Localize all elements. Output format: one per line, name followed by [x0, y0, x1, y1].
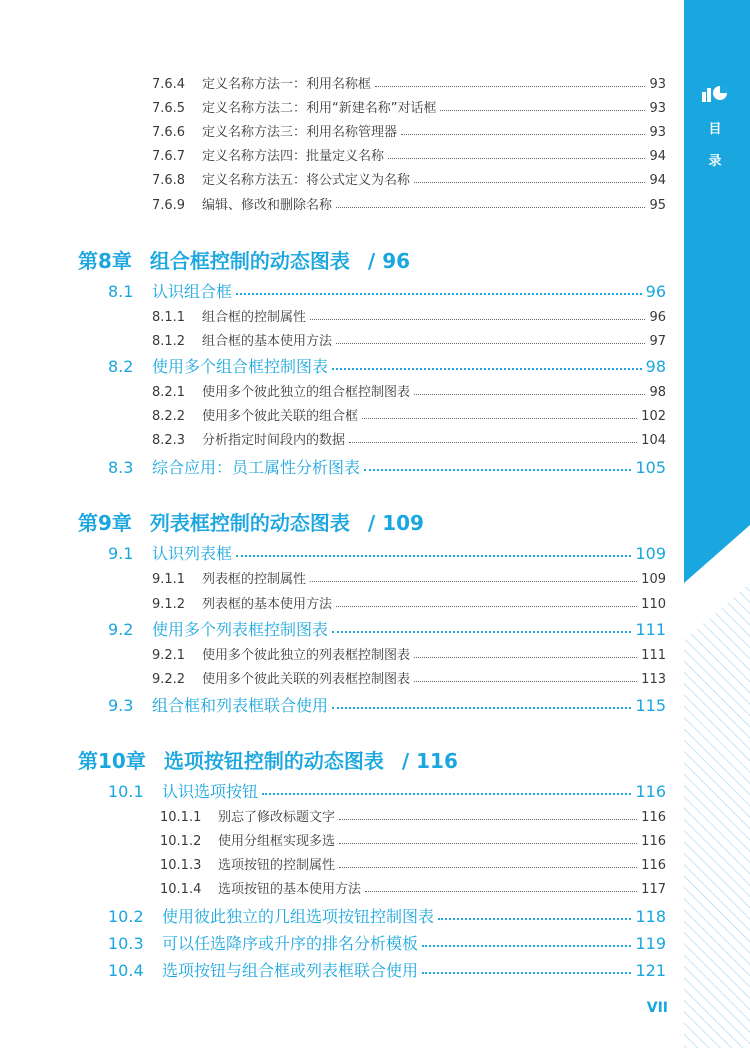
- chapter-heading[interactable]: [78, 507, 424, 537]
- entry-number: 7.6.7: [152, 149, 186, 164]
- entry-number: 9.1.2: [152, 597, 186, 612]
- leader-dots: [375, 86, 645, 87]
- chapter-heading[interactable]: [78, 245, 410, 275]
- toc-entry[interactable]: [160, 806, 666, 828]
- entry-number: 9.2.1: [152, 648, 186, 663]
- section-title: 认识列表框: [152, 544, 233, 563]
- leader-dots: [310, 319, 645, 320]
- section-title: 可以任选降序或升序的排名分析模板: [162, 934, 419, 953]
- entry-page: 97: [649, 334, 666, 349]
- section-number: 9.3: [108, 696, 134, 715]
- entry-title: 列表框的基本使用方法: [202, 597, 333, 612]
- leader-dots: [422, 972, 631, 974]
- section-page: 98: [645, 357, 666, 376]
- leader-dots: [422, 945, 631, 947]
- entry-number: 7.6.6: [152, 125, 186, 140]
- entry-title: 组合框的基本使用方法: [202, 334, 333, 349]
- toc-entry[interactable]: [152, 194, 666, 216]
- entry-number: 10.1.2: [160, 834, 202, 849]
- entry-title: 使用多个彼此独立的组合框控制图表: [202, 385, 411, 400]
- leader-dots: [336, 343, 645, 344]
- toc-section[interactable]: [108, 958, 666, 984]
- section-number: 9.1: [108, 544, 134, 563]
- toc-section[interactable]: [108, 279, 666, 305]
- entry-number: 8.2.1: [152, 385, 186, 400]
- section-number: 10.3: [108, 934, 144, 953]
- entry-number: 7.6.9: [152, 198, 186, 213]
- leader-dots: [414, 182, 645, 183]
- chapter-page: / 109: [367, 511, 424, 535]
- entry-title: 使用多个彼此关联的列表框控制图表: [202, 672, 411, 687]
- section-title: 选项按钮与组合框或列表框联合使用: [162, 961, 419, 980]
- section-page: 121: [635, 961, 666, 980]
- entry-number: 8.2.3: [152, 433, 186, 448]
- section-page: 105: [635, 458, 666, 477]
- section-number: 8.1: [108, 282, 134, 301]
- entry-title: 别忘了修改标题文字: [218, 810, 336, 825]
- leader-dots: [332, 631, 631, 633]
- entry-title: 定义名称方法五：将公式定义为名称: [202, 173, 411, 188]
- entry-page: 116: [641, 810, 666, 825]
- section-page: 96: [645, 282, 666, 301]
- leader-dots: [414, 681, 637, 682]
- sidebar-label-lu: 录: [708, 154, 722, 169]
- section-title: 认识组合框: [152, 282, 233, 301]
- entry-page: 104: [641, 433, 666, 448]
- entry-number: 9.1.1: [152, 572, 186, 587]
- toc-entry[interactable]: [152, 568, 666, 590]
- leader-dots: [339, 867, 637, 868]
- toc-section[interactable]: [108, 693, 666, 719]
- chapter-title: 组合框控制的动态图表: [149, 249, 350, 273]
- leader-dots: [414, 394, 645, 395]
- leader-dots: [362, 418, 637, 419]
- section-page: 119: [635, 934, 666, 953]
- entry-title: 定义名称方法四：批量定义名称: [202, 149, 385, 164]
- entry-page: 116: [641, 834, 666, 849]
- chapter-number: 第8章: [78, 249, 132, 273]
- toc-entry[interactable]: [152, 381, 666, 403]
- entry-title: 使用分组框实现多选: [218, 834, 336, 849]
- chapter-page: / 96: [367, 249, 411, 273]
- leader-dots: [414, 657, 637, 658]
- entry-page: 93: [649, 101, 666, 116]
- leader-dots: [401, 134, 645, 135]
- leader-dots: [336, 606, 637, 607]
- chapter-number: 第9章: [78, 511, 132, 535]
- section-page: 116: [635, 782, 666, 801]
- toc-section[interactable]: [108, 455, 666, 481]
- entry-page: 95: [649, 198, 666, 213]
- section-page: 111: [635, 620, 666, 639]
- toc-entry[interactable]: [152, 330, 666, 352]
- toc-entry[interactable]: [152, 405, 666, 427]
- leader-dots: [332, 707, 631, 709]
- toc-entry[interactable]: [152, 145, 666, 167]
- chapter-number: 第10章: [78, 749, 146, 773]
- section-number: 10.2: [108, 907, 144, 926]
- section-page: 118: [635, 907, 666, 926]
- entry-page: 94: [649, 173, 666, 188]
- toc-entry[interactable]: [152, 306, 666, 328]
- entry-title: 选项按钮的控制属性: [218, 858, 336, 873]
- section-number: 8.3: [108, 458, 134, 477]
- toc-entry[interactable]: [152, 668, 666, 690]
- chapter-title: 列表框控制的动态图表: [149, 511, 350, 535]
- entry-title: 定义名称方法三：利用名称管理器: [202, 125, 398, 140]
- section-title: 使用彼此独立的几组选项按钮控制图表: [162, 907, 435, 926]
- entry-page: 102: [641, 409, 666, 424]
- entry-page: 98: [649, 385, 666, 400]
- entry-number: 7.6.8: [152, 173, 186, 188]
- toc-entry[interactable]: [152, 97, 666, 119]
- entry-number: 8.1.2: [152, 334, 186, 349]
- chapter-title: 选项按钮控制的动态图表: [163, 749, 384, 773]
- section-number: 10.4: [108, 961, 144, 980]
- leader-dots: [339, 819, 637, 820]
- entry-title: 列表框的控制属性: [202, 572, 307, 587]
- section-title: 使用多个组合框控制图表: [152, 357, 329, 376]
- entry-page: 113: [641, 672, 666, 687]
- leader-dots: [310, 581, 637, 582]
- entry-number: 7.6.5: [152, 101, 186, 116]
- entry-page: 93: [649, 125, 666, 140]
- chapter-heading[interactable]: [78, 745, 458, 775]
- toc-entry[interactable]: [152, 73, 666, 95]
- section-title: 综合应用：员工属性分析图表: [152, 458, 361, 477]
- toc-entry[interactable]: [152, 169, 666, 191]
- leader-dots: [336, 207, 645, 208]
- toc-entry[interactable]: [152, 121, 666, 143]
- toc-section[interactable]: [108, 617, 666, 643]
- entry-number: 8.2.2: [152, 409, 186, 424]
- entry-number: 9.2.2: [152, 672, 186, 687]
- section-page: 115: [635, 696, 666, 715]
- toc-entry[interactable]: [152, 644, 666, 666]
- toc-section[interactable]: [108, 904, 666, 930]
- leader-dots: [364, 469, 631, 471]
- toc-section[interactable]: [108, 931, 666, 957]
- entry-page: 117: [641, 882, 666, 897]
- entry-title: 使用多个彼此独立的列表框控制图表: [202, 648, 411, 663]
- entry-number: 10.1.1: [160, 810, 202, 825]
- leader-dots: [236, 555, 631, 557]
- section-title: 认识选项按钮: [162, 782, 259, 801]
- entry-title: 定义名称方法二：利用“新建名称”对话框: [202, 101, 437, 116]
- entry-number: 10.1.4: [160, 882, 202, 897]
- toc-section[interactable]: [108, 541, 666, 567]
- section-page: 109: [635, 544, 666, 563]
- entry-number: 8.1.1: [152, 310, 186, 325]
- entry-page: 96: [649, 310, 666, 325]
- toc-entry[interactable]: [160, 878, 666, 900]
- entry-page: 116: [641, 858, 666, 873]
- leader-dots: [332, 368, 642, 370]
- entry-title: 组合框的控制属性: [202, 310, 307, 325]
- entry-page: 111: [641, 648, 666, 663]
- leader-dots: [339, 843, 637, 844]
- sidebar-label-mu: 目: [708, 122, 722, 137]
- leader-dots: [388, 158, 645, 159]
- entry-number: 7.6.4: [152, 77, 186, 92]
- entry-number: 10.1.3: [160, 858, 202, 873]
- entry-page: 93: [649, 77, 666, 92]
- leader-dots: [349, 442, 637, 443]
- entry-page: 94: [649, 149, 666, 164]
- toc-entry[interactable]: [160, 854, 666, 876]
- toc-section[interactable]: [108, 354, 666, 380]
- section-number: 8.2: [108, 357, 134, 376]
- toc-section[interactable]: [108, 779, 666, 805]
- entry-title: 定义名称方法一：利用名称框: [202, 77, 372, 92]
- toc-entry[interactable]: [152, 593, 666, 615]
- leader-dots: [262, 793, 631, 795]
- entry-page: 109: [641, 572, 666, 587]
- toc-entry[interactable]: [160, 830, 666, 852]
- chart-logo-icon: [702, 84, 728, 102]
- entry-title: 使用多个彼此关联的组合框: [202, 409, 359, 424]
- section-title: 使用多个列表框控制图表: [152, 620, 329, 639]
- chapter-page: / 116: [401, 749, 458, 773]
- entry-title: 编辑、修改和删除名称: [202, 198, 333, 213]
- leader-dots: [438, 918, 631, 920]
- leader-dots: [365, 891, 637, 892]
- page-folio: VII: [646, 1000, 668, 1016]
- entry-title: 分析指定时间段内的数据: [202, 433, 346, 448]
- leader-dots: [236, 293, 642, 295]
- entry-page: 110: [641, 597, 666, 612]
- entry-title: 选项按钮的基本使用方法: [218, 882, 362, 897]
- section-number: 10.1: [108, 782, 144, 801]
- toc-entry[interactable]: [152, 429, 666, 451]
- section-number: 9.2: [108, 620, 134, 639]
- section-title: 组合框和列表框联合使用: [152, 696, 329, 715]
- leader-dots: [440, 110, 645, 111]
